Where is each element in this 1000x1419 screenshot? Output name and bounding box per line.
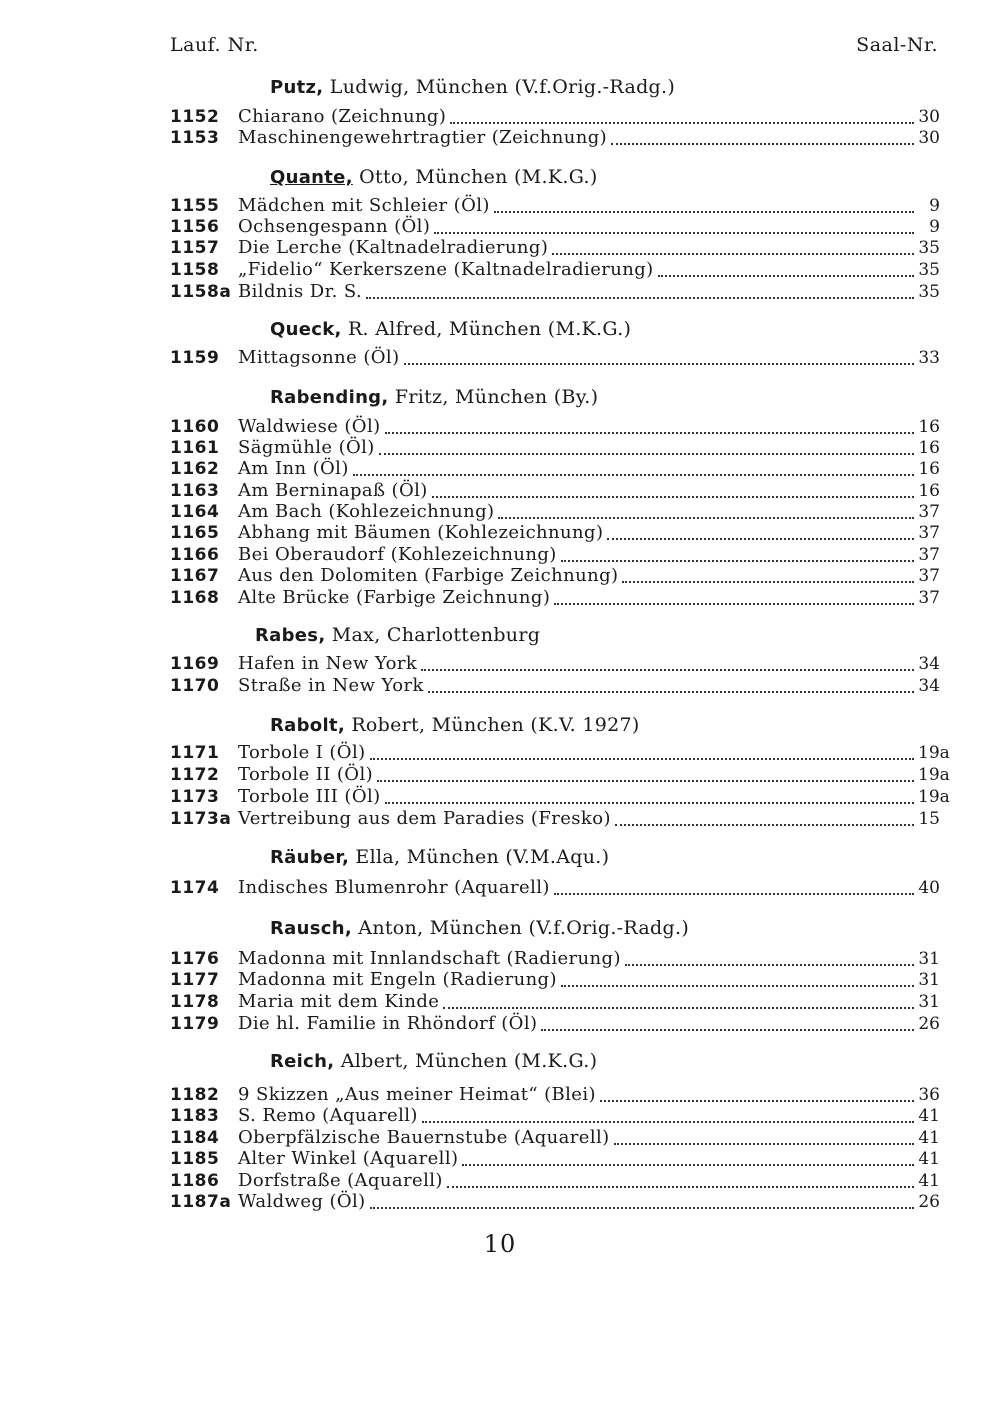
entry-room: 31	[918, 949, 940, 969]
artist-name: Rabolt,	[270, 715, 345, 736]
dot-leader	[379, 453, 914, 455]
entry-room: 31	[918, 992, 940, 1012]
entry-room: 16	[918, 438, 940, 458]
catalog-entry	[170, 991, 940, 1013]
entry-room: 37	[918, 502, 940, 522]
entry-room: 16	[918, 417, 940, 437]
artist-name: Putz,	[270, 77, 324, 98]
entry-number: 1165	[170, 523, 220, 543]
entry-number: 1162	[170, 459, 220, 479]
dot-leader	[625, 964, 914, 966]
catalog-entry	[170, 501, 940, 523]
entry-title: Bildnis Dr. S.	[238, 281, 363, 302]
entry-title: Torbole III (Öl)	[238, 786, 381, 807]
entry-room: 31	[918, 970, 940, 990]
entry-number: 1158a	[170, 282, 232, 302]
entry-room: 9	[929, 196, 940, 216]
catalog-entry	[170, 281, 940, 303]
artist-details: Otto, München (M.K.G.)	[352, 166, 598, 188]
entry-number: 1167	[170, 566, 220, 586]
entry-title: Mittagsonne (Öl)	[238, 347, 400, 368]
entry-title: Aus den Dolomiten (Farbige Zeichnung)	[238, 565, 619, 586]
catalog-entry	[170, 1148, 940, 1170]
entry-number: 1152	[170, 107, 220, 127]
entry-number: 1182	[170, 1085, 220, 1105]
entry-title: Alte Brücke (Farbige Zeichnung)	[238, 587, 551, 608]
catalog-entry	[170, 587, 940, 609]
entry-title: Bei Oberaudorf (Kohlezeichnung)	[238, 544, 557, 565]
room-number-header: Saal-Nr.	[856, 34, 938, 56]
artist-heading	[270, 386, 598, 410]
entry-title: Maschinengewehrtragtier (Zeichnung)	[238, 127, 608, 148]
catalog-entry	[170, 1170, 940, 1192]
entry-number: 1174	[170, 878, 220, 898]
entry-room: 37	[918, 545, 940, 565]
page-number: 10	[483, 1230, 517, 1258]
catalog-entry	[170, 458, 940, 480]
dot-leader	[428, 691, 914, 693]
dot-leader	[554, 893, 914, 895]
dot-leader	[432, 496, 914, 498]
artist-details: Ludwig, München (V.f.Orig.-Radg.)	[323, 76, 676, 98]
entry-title: Straße in New York	[238, 675, 424, 696]
dot-leader	[385, 432, 914, 434]
entry-title: Torbole II (Öl)	[238, 764, 374, 785]
dot-leader	[552, 253, 914, 255]
dot-leader	[541, 1029, 914, 1031]
entry-number: 1157	[170, 238, 220, 258]
catalog-entry	[170, 480, 940, 502]
dot-leader	[370, 1207, 914, 1209]
entry-number: 1172	[170, 765, 220, 785]
entry-title: Dorfstraße (Aquarell)	[238, 1170, 443, 1191]
entry-number: 1187a	[170, 1192, 232, 1212]
entry-title: Die Lerche (Kaltnadelradierung)	[238, 237, 549, 258]
entry-room: 36	[918, 1085, 940, 1105]
entry-room: 19a	[918, 765, 950, 785]
entry-number: 1160	[170, 417, 220, 437]
entry-title: Ochsengespann (Öl)	[238, 216, 431, 237]
entry-room: 26	[918, 1192, 940, 1212]
entry-number: 1163	[170, 481, 220, 501]
entry-room: 19a	[918, 787, 950, 807]
entry-number: 1178	[170, 992, 220, 1012]
entry-title: Mädchen mit Schleier (Öl)	[238, 195, 490, 216]
catalog-entry	[170, 653, 940, 675]
catalog-entry	[170, 969, 940, 991]
entry-number: 1171	[170, 743, 220, 763]
entry-title: Indisches Blumenrohr (Aquarell)	[238, 877, 550, 898]
artist-name: Rabes,	[255, 625, 326, 646]
entry-room: 16	[918, 459, 940, 479]
catalog-entry	[170, 237, 940, 259]
column-header	[170, 34, 938, 58]
entry-title: Sägmühle (Öl)	[238, 437, 375, 458]
entry-room: 41	[918, 1171, 940, 1191]
entry-title: Abhang mit Bäumen (Kohlezeichnung)	[238, 522, 604, 543]
catalog-entry	[170, 764, 950, 786]
entry-title: „Fidelio“ Kerkerszene (Kaltnadelradierung)	[238, 259, 654, 280]
entry-room: 16	[918, 481, 940, 501]
artist-heading	[270, 714, 640, 738]
entry-room: 30	[918, 128, 940, 148]
catalog-entry	[170, 786, 950, 808]
dot-leader	[353, 474, 914, 476]
dot-leader	[658, 275, 914, 277]
artist-name: Rabending,	[270, 387, 389, 408]
artist-name: Räuber,	[270, 847, 350, 868]
entry-title: Alter Winkel (Aquarell)	[238, 1148, 459, 1169]
entry-room: 9	[929, 217, 940, 237]
catalog-entry	[170, 416, 940, 438]
catalog-entry	[170, 565, 940, 587]
artist-name: Reich,	[270, 1051, 335, 1072]
running-number-header: Lauf. Nr.	[170, 34, 259, 56]
dot-leader	[554, 603, 914, 605]
artist-name: Quante,	[270, 167, 353, 188]
dot-leader	[447, 1186, 914, 1188]
catalog-entry	[170, 675, 940, 697]
catalog-entry	[170, 347, 940, 369]
artist-details: R. Alfred, München (M.K.G.)	[341, 318, 632, 340]
entry-room: 34	[918, 654, 940, 674]
dot-leader	[494, 211, 914, 213]
entry-number: 1173a	[170, 809, 232, 829]
artist-name: Queck,	[270, 319, 342, 340]
entry-title: Waldwiese (Öl)	[238, 416, 381, 437]
entry-number: 1153	[170, 128, 220, 148]
dot-leader	[611, 143, 914, 145]
entry-room: 37	[918, 523, 940, 543]
entry-room: 37	[918, 566, 940, 586]
catalog-entry	[170, 1127, 940, 1149]
dot-leader	[443, 1007, 914, 1009]
entry-number: 1158	[170, 260, 220, 280]
artist-details: Anton, München (V.f.Orig.-Radg.)	[351, 917, 690, 939]
dot-leader	[498, 517, 914, 519]
entry-number: 1169	[170, 654, 220, 674]
entry-room: 35	[918, 238, 940, 258]
entry-number: 1161	[170, 438, 220, 458]
entry-room: 41	[918, 1106, 940, 1126]
artist-details: Robert, München (K.V. 1927)	[344, 714, 640, 736]
entry-room: 30	[918, 107, 940, 127]
artist-details: Ella, München (V.M.Aqu.)	[349, 846, 610, 868]
catalog-entry	[170, 948, 940, 970]
entry-number: 1186	[170, 1171, 220, 1191]
artist-heading	[270, 1050, 597, 1074]
entry-title: Chiarano (Zeichnung)	[238, 106, 447, 127]
dot-leader	[607, 538, 914, 540]
entry-title: Die hl. Familie in Rhöndorf (Öl)	[238, 1013, 538, 1034]
entry-title: Maria mit dem Kinde	[238, 991, 440, 1012]
entry-title: 9 Skizzen „Aus meiner Heimat“ (Blei)	[238, 1084, 596, 1105]
catalog-entry	[170, 1084, 940, 1106]
dot-leader	[462, 1164, 914, 1166]
dot-leader	[404, 363, 914, 365]
artist-heading	[270, 846, 609, 870]
artist-details: Fritz, München (By.)	[388, 386, 599, 408]
entry-room: 26	[918, 1014, 940, 1034]
entry-number: 1177	[170, 970, 220, 990]
catalog-entry	[170, 259, 940, 281]
dot-leader	[561, 560, 914, 562]
entry-number: 1173	[170, 787, 220, 807]
entry-number: 1183	[170, 1106, 220, 1126]
dot-leader	[615, 824, 914, 826]
entry-title: Vertreibung aus dem Paradies (Fresko)	[238, 808, 611, 829]
dot-leader	[370, 758, 914, 760]
catalog-entry	[170, 1191, 940, 1213]
entry-title: Am Berninapaß (Öl)	[238, 480, 428, 501]
catalog-entry	[170, 437, 940, 459]
artist-details: Max, Charlottenburg	[325, 624, 541, 646]
entry-number: 1166	[170, 545, 220, 565]
entry-number: 1156	[170, 217, 220, 237]
dot-leader	[614, 1143, 914, 1145]
entry-room: 34	[918, 676, 940, 696]
dot-leader	[366, 297, 914, 299]
catalog-entry	[170, 1013, 940, 1035]
artist-heading	[270, 318, 631, 342]
catalog-entry	[170, 877, 940, 899]
artist-heading	[270, 76, 675, 100]
entry-number: 1185	[170, 1149, 220, 1169]
entry-number: 1168	[170, 588, 220, 608]
dot-leader	[377, 780, 914, 782]
catalog-entry	[170, 544, 940, 566]
entry-room: 41	[918, 1149, 940, 1169]
entry-room: 35	[918, 282, 940, 302]
entry-title: Am Bach (Kohlezeichnung)	[238, 501, 495, 522]
catalog-entry	[170, 195, 940, 217]
artist-heading	[270, 166, 598, 190]
catalog-entry	[170, 1105, 940, 1127]
entry-title: Hafen in New York	[238, 653, 418, 674]
entry-title: Madonna mit Engeln (Radierung)	[238, 969, 557, 990]
entry-number: 1179	[170, 1014, 220, 1034]
dot-leader	[434, 232, 914, 234]
dot-leader	[422, 1121, 914, 1123]
dot-leader	[421, 669, 914, 671]
entry-title: Oberpfälzische Bauernstube (Aquarell)	[238, 1127, 610, 1148]
catalog-entry	[170, 522, 940, 544]
catalog-entry	[170, 808, 940, 830]
entry-number: 1170	[170, 676, 220, 696]
entry-title: Waldweg (Öl)	[238, 1191, 366, 1212]
entry-room: 35	[918, 260, 940, 280]
entry-room: 41	[918, 1128, 940, 1148]
entry-room: 40	[918, 878, 940, 898]
dot-leader	[450, 122, 914, 124]
entry-room: 37	[918, 588, 940, 608]
dot-leader	[600, 1100, 914, 1102]
entry-room: 19a	[918, 743, 950, 763]
catalog-entry	[170, 106, 940, 128]
entry-title: Am Inn (Öl)	[238, 458, 349, 479]
dot-leader	[561, 985, 914, 987]
entry-number: 1184	[170, 1128, 220, 1148]
entry-title: Torbole I (Öl)	[238, 742, 366, 763]
entry-number: 1164	[170, 502, 220, 522]
catalog-entry	[170, 742, 950, 764]
catalog-entry	[170, 216, 940, 238]
artist-heading	[270, 917, 689, 941]
entry-number: 1176	[170, 949, 220, 969]
entry-number: 1159	[170, 348, 220, 368]
artist-details: Albert, München (M.K.G.)	[334, 1050, 598, 1072]
entry-title: S. Remo (Aquarell)	[238, 1105, 418, 1126]
catalog-entry	[170, 127, 940, 149]
dot-leader	[622, 581, 914, 583]
entry-room: 33	[918, 348, 940, 368]
artist-heading	[255, 624, 540, 648]
artist-name: Rausch,	[270, 918, 352, 939]
entry-title: Madonna mit Innlandschaft (Radierung)	[238, 948, 621, 969]
entry-room: 15	[918, 809, 940, 829]
dot-leader	[385, 802, 914, 804]
entry-number: 1155	[170, 196, 220, 216]
